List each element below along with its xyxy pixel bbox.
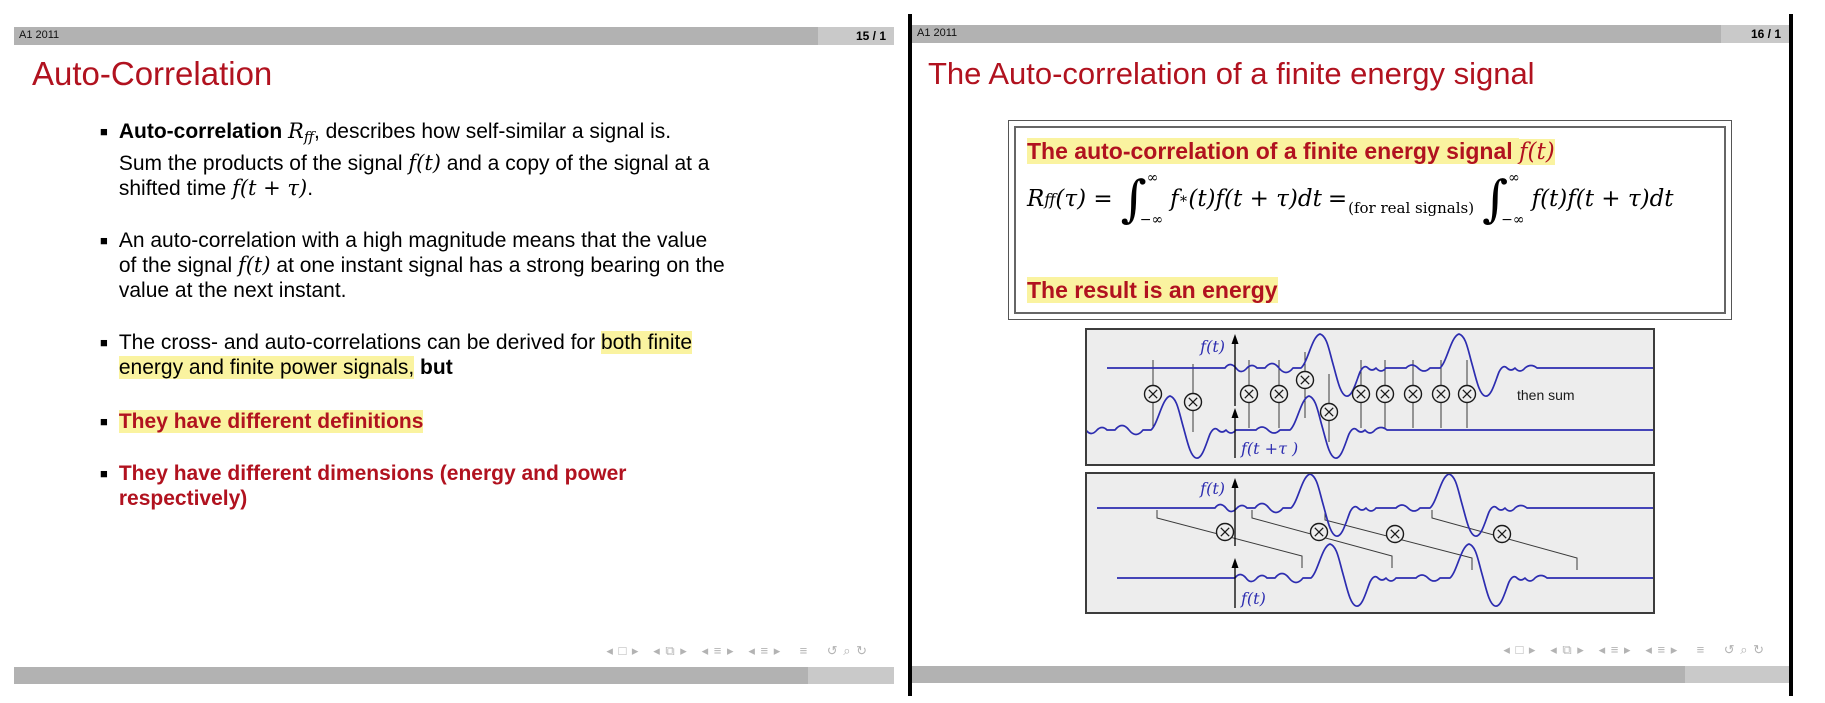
waveform-f-t-plus-tau: [1087, 396, 1653, 458]
otimes-icon: [1433, 386, 1450, 403]
text-segment: and a copy of the signal at a: [440, 151, 710, 175]
slide-16-window: [908, 14, 1793, 696]
limit-upper: ∞: [1508, 170, 1520, 186]
waveform-f-t-top: [1097, 474, 1653, 536]
term2-body: f(t)f(t + τ)dt: [1531, 186, 1674, 212]
formula-R: R: [1027, 186, 1045, 212]
text-segment: both finite: [600, 330, 693, 354]
label-f-t: f(t): [1241, 589, 1266, 608]
bullet-square-icon: ■: [100, 124, 108, 139]
bullet-text: [119, 461, 760, 511]
slanted-multiplier-lines: [1157, 510, 1577, 570]
text-segment: shifted time: [118, 176, 233, 200]
bullet-item: [100, 461, 760, 511]
integral-sign: ∫: [1120, 170, 1147, 228]
text-segment: .: [307, 176, 314, 200]
integral-sign: ∫: [1482, 170, 1509, 228]
then-sum-label: then sum: [1517, 387, 1575, 403]
text-segment: Auto-correlation: [118, 120, 289, 143]
text-segment: , describes how self-similar a signal is.: [313, 120, 672, 143]
page-number: 15 / 1: [855, 29, 886, 43]
otimes-icon: [1297, 372, 1314, 389]
correlation-diagram-slanted: [1085, 472, 1655, 614]
course-label: A1 2011: [19, 29, 60, 41]
text-segment: f(t): [1519, 139, 1555, 165]
bullet-text: [119, 330, 760, 380]
otimes-icon: [1311, 524, 1328, 541]
slide16-footer-bar: [912, 666, 1789, 683]
slide16-header-bar: [912, 25, 1789, 43]
text-segment: energy and finite power signals,: [118, 355, 415, 379]
otimes-icon: [1377, 386, 1394, 403]
text-segment: ff: [303, 129, 314, 146]
otimes-icon: [1271, 386, 1288, 403]
otimes-icon: [1241, 386, 1258, 403]
otimes-icon: [1387, 526, 1404, 543]
label-f-t: f(t): [1200, 337, 1225, 356]
label-f-t: f(t): [1200, 479, 1225, 498]
text-segment: f(t + τ): [232, 175, 308, 200]
formula-arg: (τ) =: [1055, 186, 1113, 212]
footer-light-segment: [808, 667, 894, 684]
text-segment: The auto-correlation of a finite energy signal: [1027, 138, 1520, 164]
limit-upper: ∞: [1146, 170, 1159, 186]
text-segment: The result is an energy: [1027, 277, 1278, 303]
up-arrowhead: [1232, 558, 1239, 568]
bullet-item: [100, 409, 760, 434]
up-arrowhead: [1232, 334, 1239, 344]
text-segment: R: [288, 119, 304, 143]
beamer-navigation-symbols[interactable]: ◂ □ ▸ ◂ ⧉ ▸ ◂ ≡ ▸ ◂ ≡ ▸ ≡ ↺ ⌕ ↻: [1503, 642, 1765, 657]
up-arrowhead: [1232, 408, 1239, 418]
otimes-icon: [1459, 386, 1476, 403]
slide-15: [14, 27, 894, 684]
otimes-icon: [1185, 394, 1202, 411]
integral-limits: [1501, 170, 1525, 228]
text-segment: f(t): [408, 150, 441, 175]
bullet-item: [100, 228, 760, 303]
page-number-segment: [818, 27, 894, 45]
waveform-f-t-bottom: [1117, 544, 1653, 606]
otimes-icon: [1321, 404, 1338, 421]
formula-box: [1008, 120, 1732, 320]
otimes-icon: [1145, 386, 1162, 403]
for-real-signals-note: (for real signals): [1348, 199, 1475, 217]
text-segment: but: [420, 355, 453, 379]
otimes-icon: [1494, 526, 1511, 543]
slide16-title: The Auto-correlation of a finite energy signal: [928, 56, 1535, 91]
page-number-segment: [1721, 25, 1789, 43]
limit-lower: −∞: [1501, 212, 1525, 228]
bullet-text: [119, 409, 760, 434]
term1-f: f: [1170, 186, 1179, 212]
text-segment: They have different dimensions (energy and power: [118, 461, 627, 485]
text-segment: An auto-correlation with a high magnitude means that the value: [118, 228, 708, 252]
bullet-text: [119, 228, 760, 303]
up-arrowhead: [1232, 478, 1239, 488]
equals-2: =: [1327, 186, 1348, 212]
bullet-square-icon: ■: [100, 232, 108, 248]
term1-body: (t)f(t + τ)dt: [1188, 186, 1322, 212]
otimes-icon: [1353, 386, 1370, 403]
formula-box-inner: [1014, 126, 1726, 314]
limit-lower: −∞: [1139, 212, 1164, 228]
bullet-item: [100, 119, 760, 201]
text-segment: They have different definitions: [118, 409, 424, 433]
bullet-square-icon: ■: [100, 413, 108, 429]
text-segment: The cross- and auto-correlations can be derived for: [118, 330, 601, 354]
bullet-square-icon: ■: [100, 334, 108, 350]
text-segment: of the signal: [118, 253, 238, 277]
beamer-navigation-symbols[interactable]: ◂ □ ▸ ◂ ⧉ ▸ ◂ ≡ ▸ ◂ ≡ ▸ ≡ ↺ ⌕ ↻: [606, 643, 868, 658]
conjugate-star: ∗: [1178, 191, 1189, 207]
integral-limits: [1139, 170, 1164, 228]
formula-R-sub: ff: [1044, 189, 1056, 209]
text-segment: value at the next instant.: [118, 278, 347, 302]
bullet-text: [119, 119, 760, 201]
text-segment: at one instant signal has a strong bearing on the: [270, 253, 725, 277]
correlation-diagram-shifted: [1085, 328, 1655, 466]
bullet-square-icon: ■: [100, 465, 108, 481]
page-number: 16 / 1: [1750, 27, 1781, 41]
course-label: A1 2011: [917, 27, 958, 39]
bullet-item: [100, 330, 760, 380]
text-segment: Sum the products of the signal: [118, 151, 409, 175]
slide15-title: Auto-Correlation: [32, 55, 273, 92]
text-segment: f(t): [237, 252, 271, 277]
text-segment: respectively): [118, 486, 248, 510]
formula-box-heading: [1027, 137, 1713, 166]
otimes-icon: [1405, 386, 1422, 403]
slide15-header-bar: [14, 27, 894, 45]
result-line: [1027, 277, 1278, 304]
footer-light-segment: [1685, 666, 1789, 683]
autocorrelation-formula: [1027, 170, 1713, 228]
otimes-icon: [1217, 524, 1234, 541]
label-f-t-plus-tau: f(t +τ ): [1241, 439, 1299, 458]
bullet-list: [100, 119, 760, 538]
slide15-footer-bar: [14, 667, 894, 684]
